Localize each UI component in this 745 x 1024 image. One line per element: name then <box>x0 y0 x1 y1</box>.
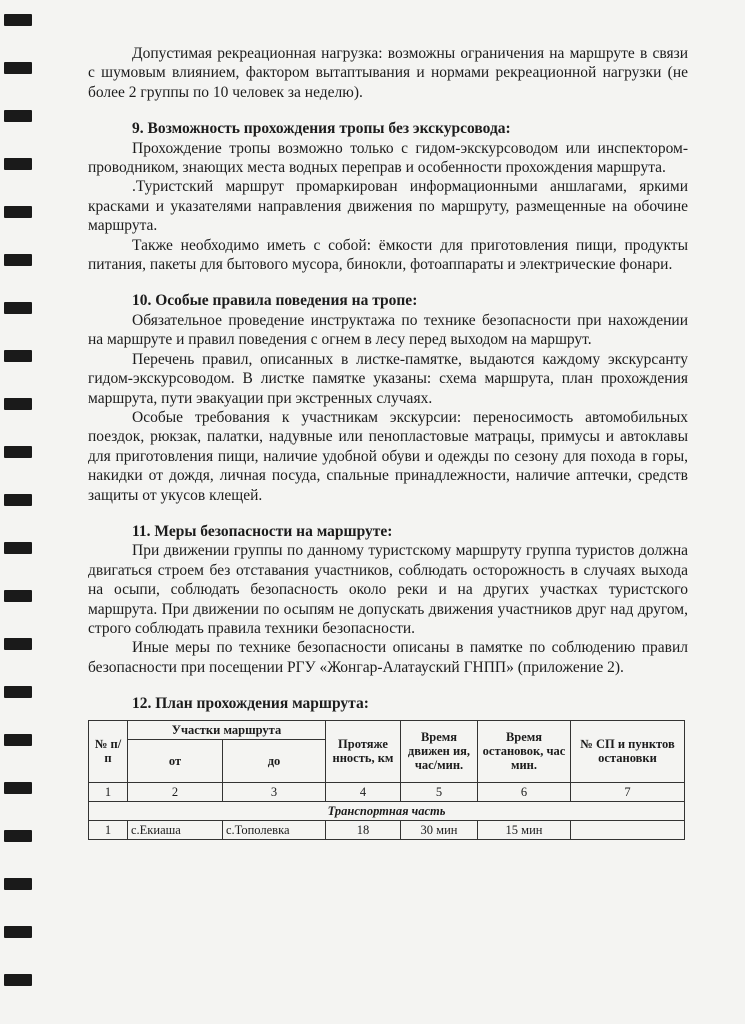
header-length: Протяже нность, км <box>326 720 401 782</box>
table-cell: с.Екиаша <box>128 820 223 839</box>
binding-hole <box>4 830 32 842</box>
paragraph: Особые требования к участникам экскурсии: переносимость автомобильных поездок, рюкзак, палатки, надувные или пенопластовые матрацы, примусы и автоклавы для приготовления пищи, наличие удобной обуви и одежды по сезону для похода в горы, накидки от дождя, личная посуда, спальные принадлежности, наличие аптечки, средств защиты от укусов клещей. <box>88 408 688 504</box>
spiral-binding <box>0 0 40 1024</box>
heading-section-11: 11. Меры безопасности на маршруте: <box>132 522 393 540</box>
table-cell: 6 <box>478 782 571 801</box>
binding-hole <box>4 494 32 506</box>
paragraph: Обязательное проведение инструктажа по технике безопасности при нахождении на маршруте и правил поведения с огнем в лесу перед выходом на маршрут. <box>88 311 688 349</box>
table-cell: 7 <box>571 782 685 801</box>
binding-hole <box>4 590 32 602</box>
binding-hole <box>4 62 32 74</box>
section-label-transport: Транспортная часть <box>89 801 685 820</box>
table-colnum-row <box>89 782 685 801</box>
binding-hole <box>4 302 32 314</box>
binding-hole <box>4 398 32 410</box>
header-stop-time: Время остановок, час мин. <box>478 720 571 782</box>
paragraph: Перечень правил, описанных в листке-памятке, выдаются каждому экскурсанту гидом-экскурсоводом. В листке памятке указаны: схема маршрута, план прохождения маршрута, пути эвакуации при экстренных случаях. <box>88 350 688 407</box>
header-stop-points: № СП и пунктов остановки <box>571 720 685 782</box>
heading-section-10: 10. Особые правила поведения на тропе: <box>132 292 418 310</box>
header-time: Время движен ия, час/мин. <box>401 720 478 782</box>
binding-hole <box>4 14 32 26</box>
table-cell: с.Тополевка <box>223 820 326 839</box>
paragraph: Иные меры по технике безопасности описаны в памятке по соблюдению правил безопасности при посещении РГУ «Жонгар-Алатауский ГНПП» (приложение 2). <box>88 639 688 676</box>
binding-hole <box>4 206 32 218</box>
table-cell <box>571 820 685 839</box>
binding-hole <box>4 254 32 266</box>
paragraph: Прохождение тропы возможно только с гидом-экскурсоводом или инспектором-проводником, знающих места водных переправ и особенности прохождения маршрута. <box>88 139 688 177</box>
table-cell: 5 <box>401 782 478 801</box>
paragraph-recreational-load: Допустимая рекреационная нагрузка: возможны ограничения на маршруте в связи с шумовым влиянием, фактором вытаптывания и нормами рекреационной нагрузки (не более 2 группы по 10 человек за неделю). <box>88 45 688 101</box>
binding-hole <box>4 110 32 122</box>
table-row <box>89 820 685 839</box>
table-cell: 18 <box>326 820 401 839</box>
table-cell: 3 <box>223 782 326 801</box>
table-cell: 4 <box>326 782 401 801</box>
binding-hole <box>4 782 32 794</box>
table-cell: 2 <box>128 782 223 801</box>
binding-hole <box>4 686 32 698</box>
binding-hole <box>4 878 32 890</box>
table-cell: 1 <box>89 782 128 801</box>
table-cell: 30 мин <box>401 820 478 839</box>
binding-hole <box>4 158 32 170</box>
binding-hole <box>4 350 32 362</box>
table-header-row <box>89 720 685 739</box>
paragraph: .Туристский маршрут промаркирован информационными аншлагами, яркими красками и указателями направления движения по маршруту, размещенные на обочине маршрута. <box>88 178 688 235</box>
binding-hole <box>4 446 32 458</box>
heading-section-12: 12. План прохождения маршрута: <box>132 695 369 713</box>
route-plan-table <box>88 720 685 840</box>
binding-hole <box>4 542 32 554</box>
document-page <box>88 44 688 840</box>
header-sections: Участки маршрута <box>128 720 326 739</box>
table-section-row <box>89 801 685 820</box>
binding-hole <box>4 638 32 650</box>
header-to: до <box>223 739 326 782</box>
paragraph: При движении группы по данному туристскому маршруту группа туристов должна двигаться строем без отставания участников, соблюдать осторожность в случаях выхода на осыпи, соблюдать безопасность около реки и на других участках туристского маршрута. При движении по осыпям не допускать движения участников друг над другом, строго соблюдать правила техники безопасности. <box>88 542 688 637</box>
heading-section-9: 9. Возможность прохождения тропы без экскурсовода: <box>132 120 511 138</box>
binding-hole <box>4 734 32 746</box>
paragraph: Также необходимо иметь с собой: ёмкости для приготовления пищи, продукты питания, пакеты для бытового мусора, бинокли, фотоаппараты и электрические фонари. <box>88 236 688 274</box>
binding-hole <box>4 974 32 986</box>
table-cell: 15 мин <box>478 820 571 839</box>
header-num: № п/п <box>89 720 128 782</box>
header-from: от <box>128 739 223 782</box>
table-cell: 1 <box>89 820 128 839</box>
binding-hole <box>4 926 32 938</box>
